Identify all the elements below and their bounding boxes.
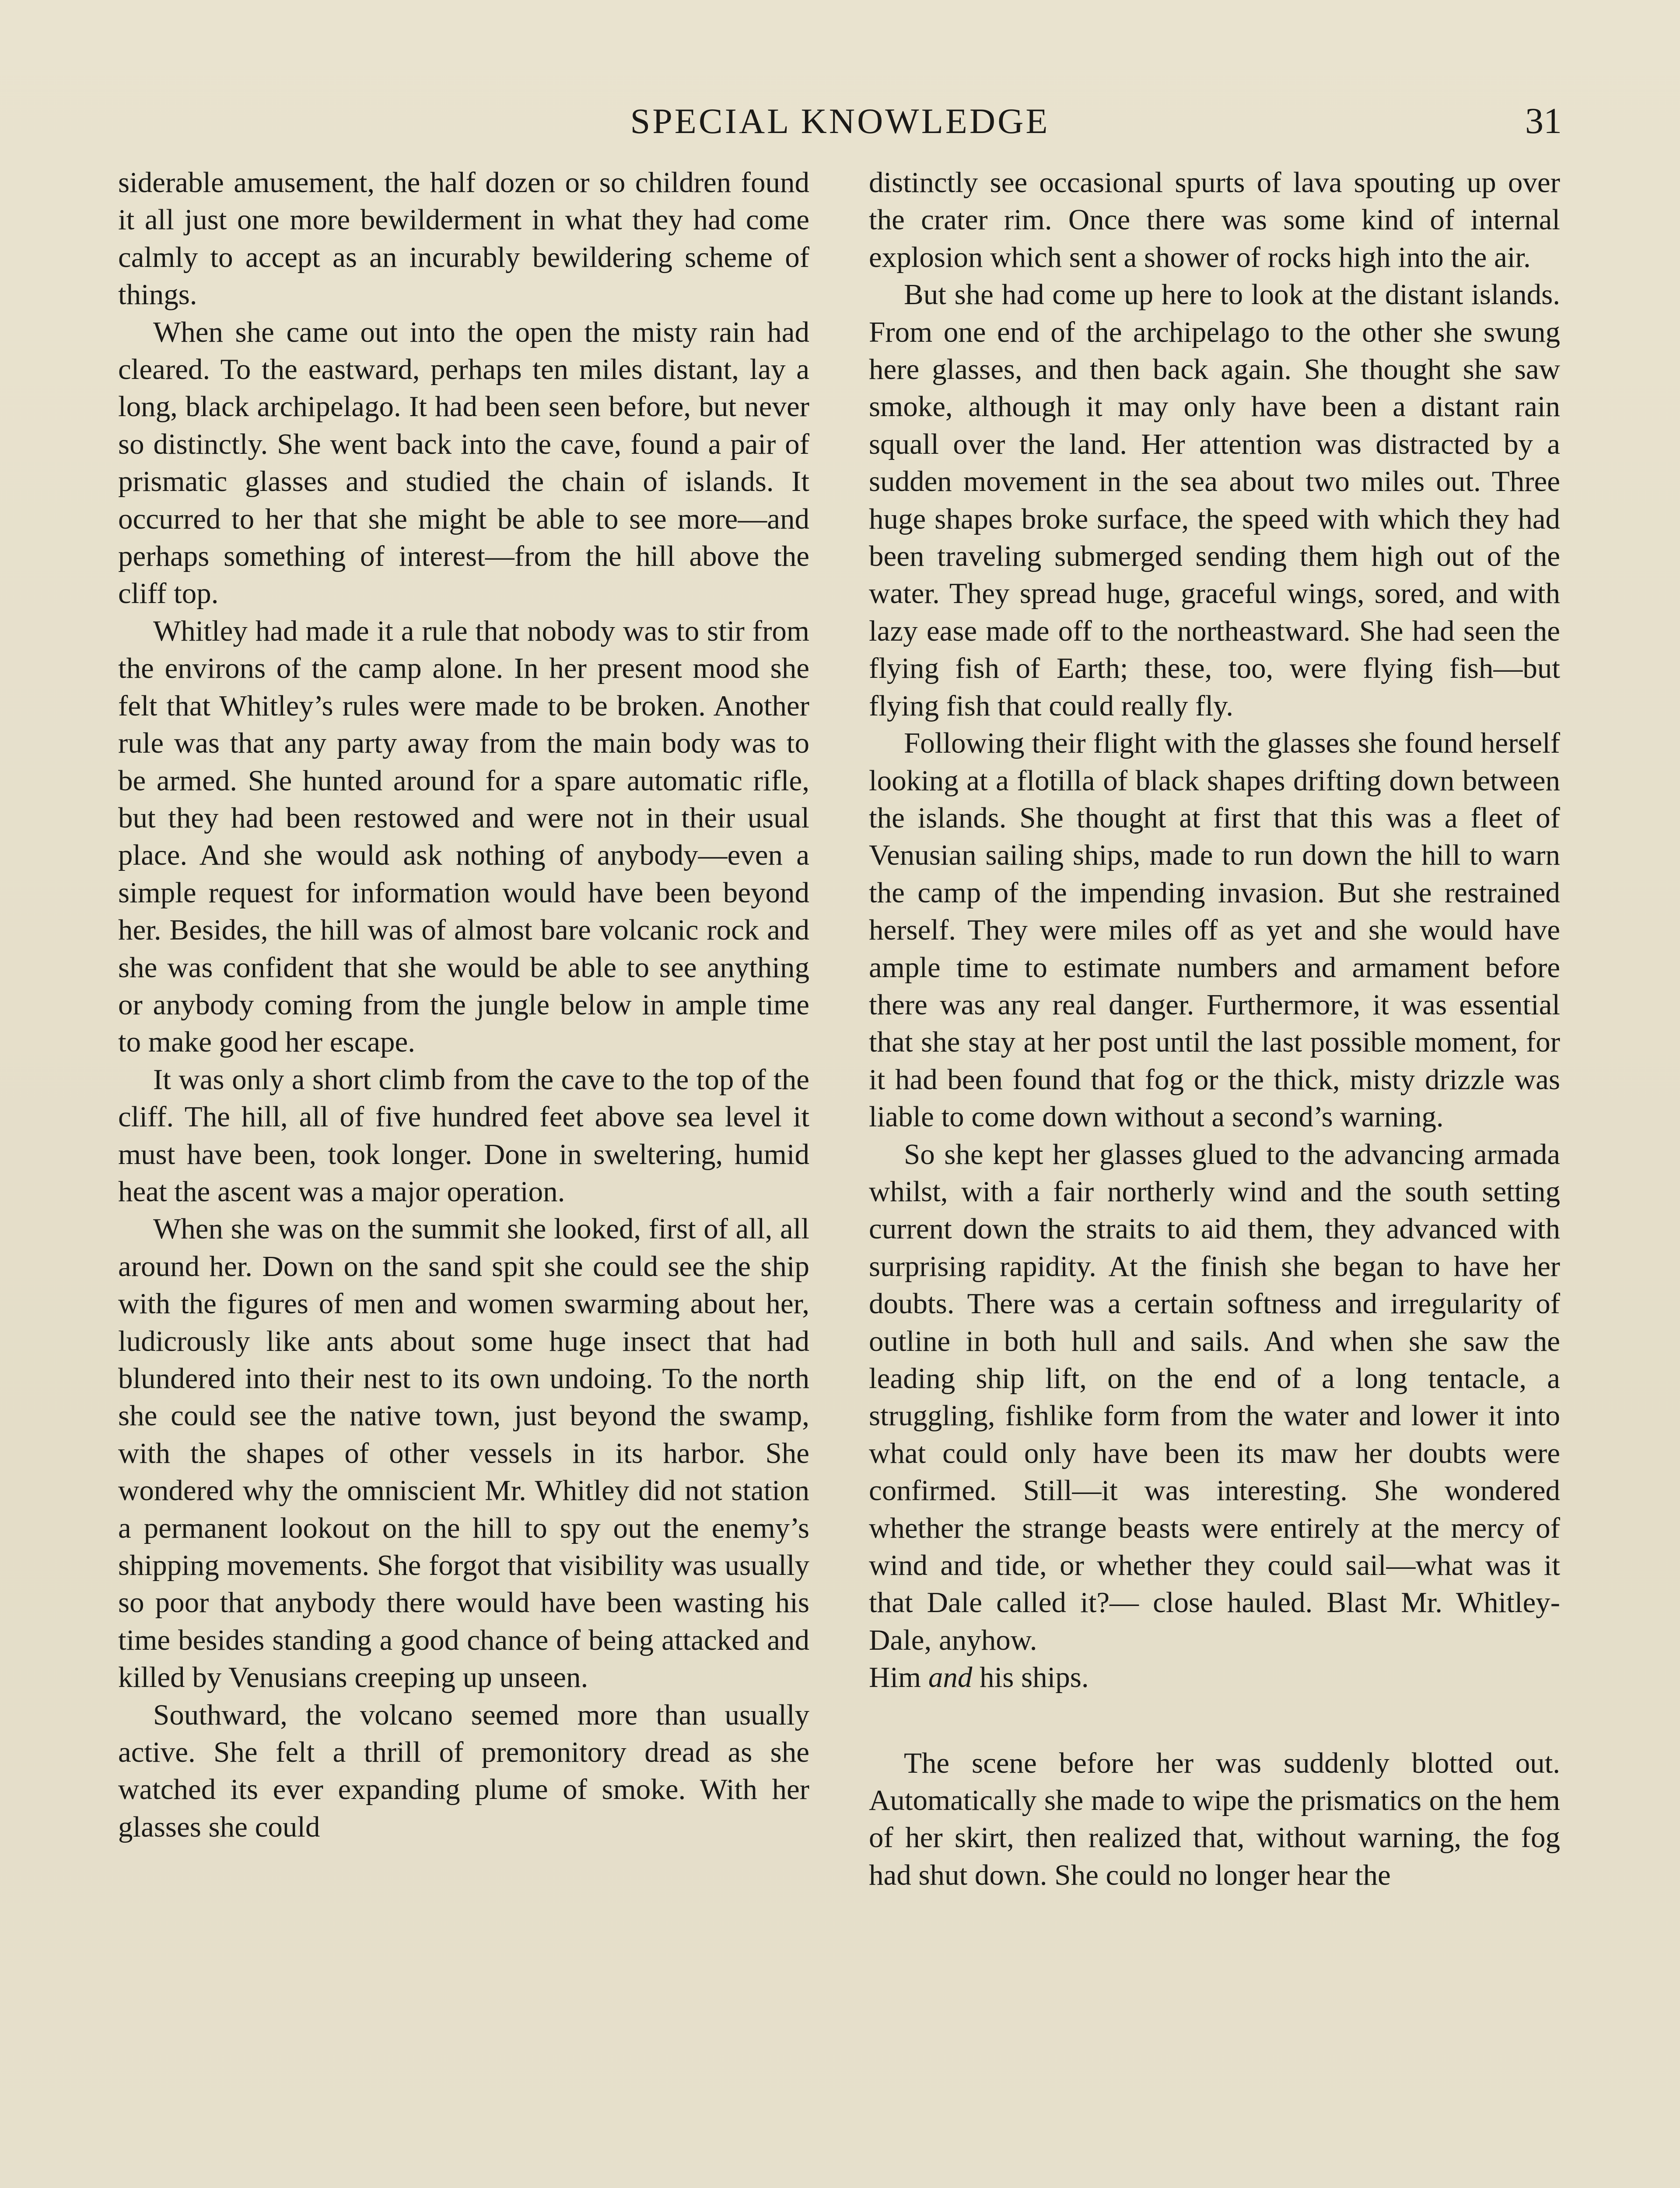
- paragraph: But she had come up here to look at the distant islands. From one end of the archipelago to the other she swung here glasses, and then back again. She thought she saw smoke, although it may only have been a distant rain squall over the land. Her attention was distracted by a sudden movement in the sea about two miles out. Three huge shapes broke surface, the speed with which they had been traveling submerged sending them high out of the water. They spread huge, graceful wings, sored, and with lazy ease made off to the northeastward. She had seen the flying fish of Earth; these, too, were flying fish—but flying fish that could really fly.: [869, 278, 1560, 722]
- paragraph: When she came out into the open the misty rain had cleared. To the eastward, perhaps ten miles distant, lay a long, black archipelago. It had been seen before, but never so distinctly. She went back into the cave, found a pair of prismatic glasses and studied the chain of islands. It occurred to her that she might be able to see more—and perhaps something of interest—from the hill above the cliff top.: [118, 316, 809, 610]
- paragraph: Whitley had made it a rule that nobody was to stir from the environs of the camp alone. In her present mood she felt that Whitley’s rules were made to be broken. Another rule was that any party away from the main body was to be armed. She hunted around for a spare automatic rifle, but they had been restowed and were not in their usual place. And she would ask nothing of anybody—even a simple request for information would have been beyond her. Besides, the hill was of almost bare volcanic rock and she was confident that she would be able to see anything or anybody coming from the jungle below in ample time to make good her escape.: [118, 614, 809, 1059]
- paragraph: distinctly see occasional spurts of lava spouting up over the crater rim. Once there was some kind of internal explosion which sent a shower of rocks high into the air.: [869, 166, 1560, 274]
- paragraph: When she was on the summit she looked, first of all, all around her. Down on the sand spit she could see the ship with the figures of men and women swarming about her, ludicrously like ants about some huge insect that had blundered into their nest to its own undoing. To the north she could see the native town, just beyond the swamp, with the shapes of other vessels in its harbor. She wondered why the omniscient Mr. Whitley did not station a permanent lookout on the hill to spy out the enemy’s shipping movements. She forgot that visibility was usually so poor that anybody there would have been wasting his time besides standing a good chance of being attacked and killed by Venusians creeping up unseen.: [118, 1213, 809, 1694]
- paragraph: It was only a short climb from the cave to the top of the cliff. The hill, all of five hundred feet above sea level it must have been, took longer. Done in sweltering, humid heat the ascent was a major operation.: [118, 1063, 809, 1208]
- paragraph: So she kept her glasses glued to the advancing armada whilst, with a fair northerly wind and the south setting current down the straits to aid them, they advanced with surprising rapidity. At the finish she began to have her doubts. There was a certain softness and irregularity of outline in both hull and sails. And when she saw the leading ship lift, on the end of a long tentacle, a struggling, fishlike form from the water and lower it into what could only have been its maw her doubts were confirmed. Still—it was interesting. She wondered whether the strange beasts were entirely at the mercy of wind and tide, or whether they could sail—what was it that Dale called it?— close hauled. Blast Mr. Whitley-Dale, anyhow.: [869, 1138, 1560, 1656]
- paragraph: Southward, the volcano seemed more than usually active. She felt a thrill of premonitory dread as she watched its ever expanding plume of smoke. With her glasses she could: [118, 1698, 809, 1843]
- left-column: [118, 164, 809, 2188]
- running-title: SPECIAL KNOWLEDGE: [630, 101, 1050, 141]
- right-column: [869, 164, 1560, 2188]
- paragraph: Following their flight with the glasses she found herself looking at a flotilla of black shapes drifting down between the islands. She thought at first that this was a fleet of Venusian sailing ships, made to run down the hill to warn the camp of the impending invasion. But she restrained herself. They were miles off as yet and she would have ample time to estimate numbers and armament before there was any real danger. Furthermore, it was essential that she stay at her post until the last possible moment, for it had been found that fog or the thick, misty drizzle was liable to come down without a second’s warning.: [869, 727, 1560, 1133]
- page-header: [118, 97, 1562, 145]
- paragraph: The scene before her was suddenly blotted out. Automatically she made to wipe the prismatics on the hem of her skirt, then realized that, without warning, the fog had shut down. She could no longer hear the: [869, 1746, 1560, 1891]
- paragraph-continuation: [869, 1659, 1560, 1696]
- paragraph-text: Him: [869, 1661, 928, 1694]
- page-number: 31: [1525, 101, 1562, 141]
- paragraph: siderable amusement, the half dozen or so children found it all just one more bewilderment in what they had come calmly to accept as an incurably bewildering scheme of things.: [118, 166, 809, 311]
- emphasized-word: and: [928, 1661, 973, 1694]
- paragraph-text: his ships.: [972, 1661, 1089, 1694]
- body-text: [118, 164, 1562, 2188]
